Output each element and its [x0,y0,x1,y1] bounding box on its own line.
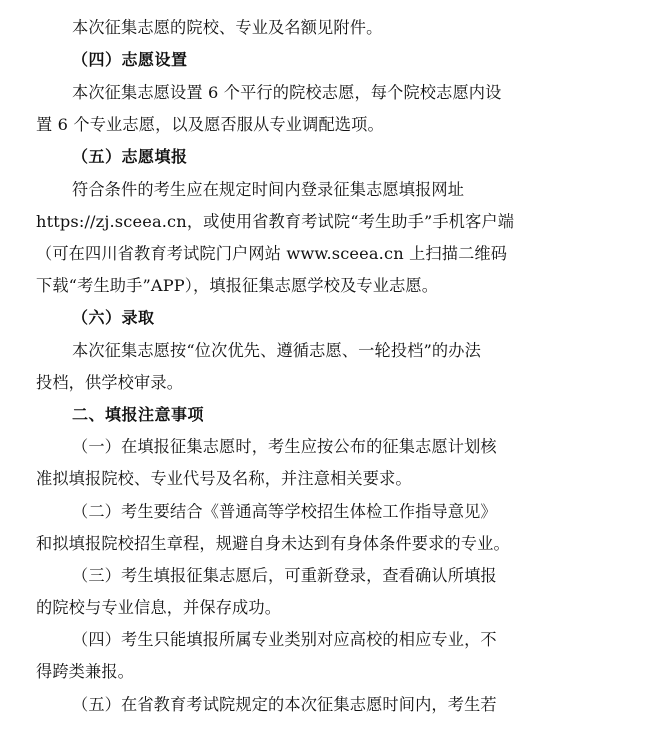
paragraph-line: 下载“考生助手”APP），填报征集志愿学校及专业志愿。 [36,276,439,295]
paragraph-line: （可在四川省教育考试院门户网站 www.sceea.cn 上扫描二维码 [36,244,508,263]
paragraph-line: 本次征集志愿设置 6 个平行的院校志愿，每个院校志愿内设 [72,83,502,102]
paragraph-line: 和拟填报院校招生章程，规避自身未达到有身体条件要求的专业。 [36,534,510,553]
paragraph-line: 投档，供学校审录。 [36,373,184,392]
paragraph-line: 本次征集志愿的院校、专业及名额见附件。 [72,18,383,37]
paragraph-line: 准拟填报院校、专业代号及名称，并注意相关要求。 [36,469,412,488]
paragraph-line: 置 6 个专业志愿，以及愿否服从专业调配选项。 [36,115,384,134]
paragraph-line: 符合条件的考生应在规定时间内登录征集志愿填报网址 [72,180,465,199]
paragraph-line: 得跨类兼报。 [36,662,135,681]
paragraph-line: （二）考生要结合《普通高等学校招生体检工作指导意见》 [72,502,497,521]
paragraph-line: （一）在填报征集志愿时，考生应按公布的征集志愿计划核 [72,437,497,456]
paragraph-line: 的院校与专业信息，并保存成功。 [36,598,282,617]
section-heading-volunteer-filling: （五）志愿填报 [72,147,188,166]
paragraph-line: （五）在省教育考试院规定的本次征集志愿时间内，考生若 [72,695,497,714]
section-heading-volunteer-setting: （四）志愿设置 [72,50,188,69]
section-heading-notes: 二、填报注意事项 [72,405,205,424]
paragraph-line: 本次征集志愿按“位次优先、遵循志愿、一轮投档”的办法 [72,341,481,360]
paragraph-line: https://zj.sceea.cn，或使用省教育考试院“考生助手”手机客户端 [36,212,515,231]
paragraph-line: （四）考生只能填报所属专业类别对应高校的相应专业，不 [72,630,497,649]
paragraph-line: （三）考生填报征集志愿后，可重新登录，查看确认所填报 [72,566,497,585]
section-heading-admission: （六）录取 [72,308,155,327]
